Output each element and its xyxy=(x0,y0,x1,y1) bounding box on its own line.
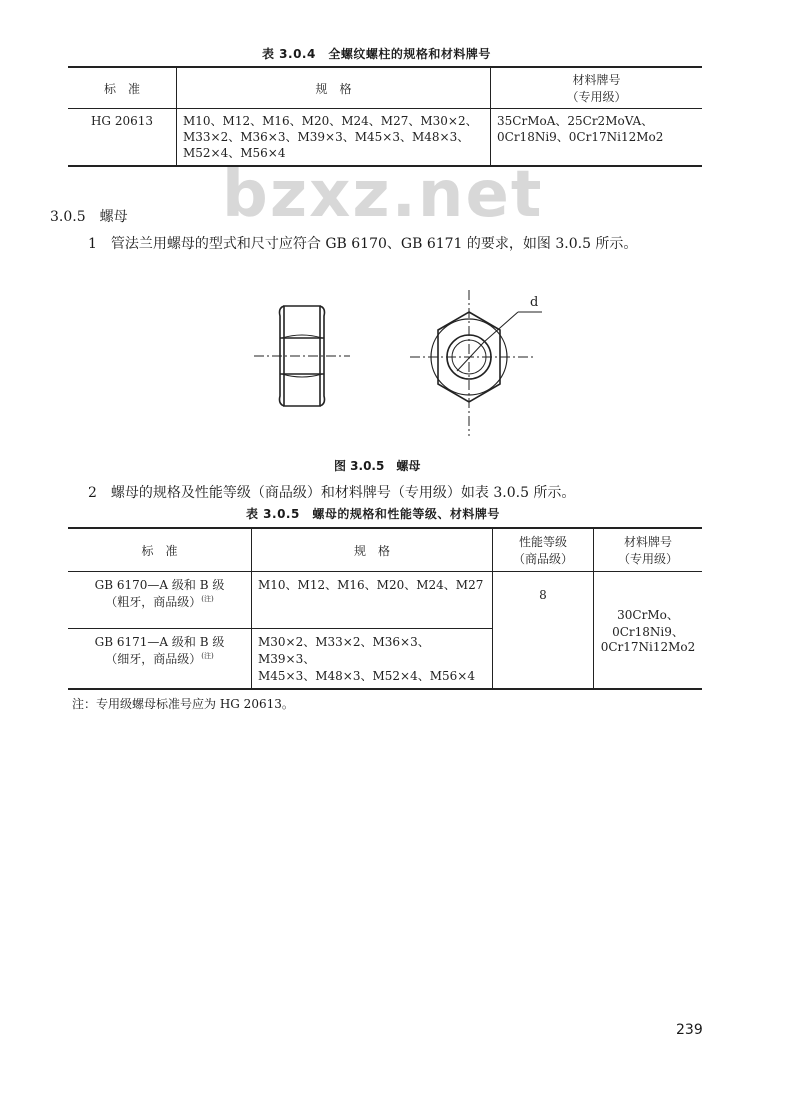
figure-caption: 图 3.0.5 螺母 xyxy=(334,459,421,473)
cell-standard: HG 20613 xyxy=(90,114,154,128)
spec-line: M45×3、M48×3、M52×4、M56×4 xyxy=(258,669,475,683)
spec-line: M30×2、M33×2、M36×3、M39×3、 xyxy=(258,635,430,666)
cell-spec: M10、M12、M16、M20、M24、M27 xyxy=(252,572,493,629)
section-heading: 3.0.5 螺母 xyxy=(50,209,128,225)
standard-sub: （细牙，商品级） xyxy=(105,652,202,666)
header-spec: 规 格 xyxy=(252,528,493,572)
spec-line: M10、M12、M16、M20、M24、M27、M30×2、 xyxy=(183,114,478,128)
header-grade-line1: 性能等级 xyxy=(518,535,567,549)
cell-standard xyxy=(68,572,252,629)
header-grade xyxy=(493,528,594,572)
table-305-caption: 表 3.0.5 螺母的规格和性能等级、材料牌号 xyxy=(246,507,500,521)
spec-line: M52×4、M56×4 xyxy=(183,146,286,160)
material-line: 35CrMoA、25Cr2MoVA、 xyxy=(497,114,654,128)
material-line: 0Cr17Ni12Mo2 xyxy=(600,640,696,654)
cell-grade: 8 xyxy=(493,572,594,690)
cell-standard xyxy=(68,629,252,690)
cell-spec xyxy=(252,629,493,690)
label-d: d xyxy=(530,295,539,310)
standard-sub: （粗牙，商品级） xyxy=(105,595,202,609)
table-304-header-row xyxy=(68,67,702,109)
header-standard: 标 准 xyxy=(68,528,252,572)
table-row xyxy=(68,572,702,629)
header-material xyxy=(491,67,703,109)
header-material-line2: （专用级） xyxy=(617,552,678,566)
table-305 xyxy=(68,527,702,690)
header-standard: 标 准 xyxy=(68,67,177,109)
table-note: 注：专用级螺母标准号应为 HG 20613。 xyxy=(72,697,294,711)
header-material-line1: 材料牌号 xyxy=(623,535,672,549)
standard-sub-line xyxy=(74,593,245,610)
header-grade-line2: （商品级） xyxy=(512,552,573,566)
note-mark: (注) xyxy=(201,595,214,603)
material-line: 30CrMo、 xyxy=(617,608,679,622)
paragraph-2: 2 螺母的规格及性能等级（商品级）和材料牌号（专用级）如表 3.0.5 所示。 xyxy=(88,485,576,501)
paragraph-1: 1 管法兰用螺母的型式和尺寸应符合 GB 6170、GB 6171 的要求，如图 3.0.5 所示。 xyxy=(88,236,638,252)
header-material-line1: 材料牌号 xyxy=(572,73,621,87)
standard-sub-line xyxy=(74,650,245,667)
material-line: 0Cr18Ni9、 xyxy=(612,625,684,639)
table-304 xyxy=(68,66,702,167)
table-305-header-row xyxy=(68,528,702,572)
header-spec: 规 格 xyxy=(177,67,491,109)
cell-material xyxy=(594,572,703,690)
nut-figure xyxy=(240,286,560,446)
standard-line: GB 6171—A 级和 B 级 xyxy=(94,635,225,649)
page-number: 239 xyxy=(676,1022,703,1038)
note-mark: (注) xyxy=(201,652,214,660)
standard-line: GB 6170—A 级和 B 级 xyxy=(94,578,225,592)
spec-line: M33×2、M36×3、M39×3、M45×3、M48×3、 xyxy=(183,130,470,144)
header-material-line2: （专用级） xyxy=(566,90,627,104)
material-line: 0Cr18Ni9、0Cr17Ni12Mo2 xyxy=(497,130,664,144)
watermark: bzxz.net xyxy=(222,158,544,232)
table-304-caption: 表 3.0.4 全螺纹螺柱的规格和材料牌号 xyxy=(262,47,491,61)
header-material xyxy=(594,528,703,572)
